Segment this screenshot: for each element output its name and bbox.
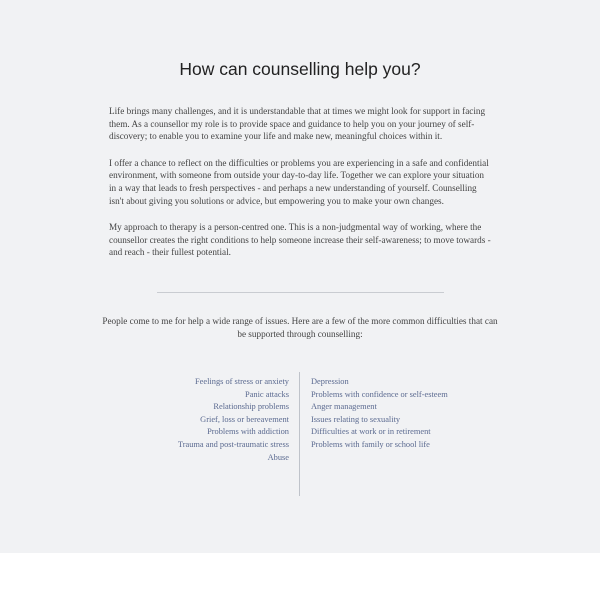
issues-column-separator <box>299 372 300 496</box>
section-divider <box>157 292 444 293</box>
issue-item: Issues relating to sexuality <box>311 414 401 424</box>
issue-item: Depression <box>311 377 349 386</box>
page-title: How can counselling help you? <box>179 59 421 79</box>
issue-item: Anger management <box>311 402 377 412</box>
issues-column-left <box>178 376 289 464</box>
issues-column-right <box>311 376 448 452</box>
intro-section <box>109 105 493 273</box>
issue-item: Relationship problems <box>213 402 289 412</box>
issues-intro: People come to me for help a wide range of issues. Here are a few of the more common difficulties that can be supported through counselling: <box>102 316 498 339</box>
intro-paragraph-1: Life brings many challenges, and it is understandable that at times we might look for support in facing them. As a counsellor my role is to provide space and guidance to help you on your journey of self-discovery; to enable you to examine your life and make new, meaningful choices within it. <box>109 106 486 142</box>
issue-item: Panic attacks <box>245 389 289 399</box>
issue-item: Problems with family or school life <box>311 439 430 449</box>
issue-item: Abuse <box>267 452 289 462</box>
intro-paragraph-3: My approach to therapy is a person-centred one. This is a non-judgmental way of working, where the counsellor creates the right conditions to help someone increase their self-awareness; to move towards - and reach - their fullest potential. <box>109 222 491 258</box>
issue-item: Feelings of stress or anxiety <box>195 377 289 386</box>
issue-item: Problems with addiction <box>207 427 289 437</box>
issue-item: Difficulties at work or in retirement <box>311 427 431 437</box>
issue-item: Problems with confidence or self-esteem <box>311 389 448 399</box>
intro-paragraph-2: I offer a chance to reflect on the difficulties or problems you are experiencing in a safe and confidential environment, with someone from outside your day-to-day life. Together we can explore your situation in a way that leads to fresh perspectives - and perhaps a new understanding of yourself. Counselling isn't about giving you solutions or advice, but empowering you to make your own changes. <box>109 157 489 206</box>
issues-list <box>0 372 600 496</box>
issue-item: Grief, loss or bereavement <box>200 414 289 424</box>
issue-item: Trauma and post-traumatic stress <box>177 439 289 449</box>
